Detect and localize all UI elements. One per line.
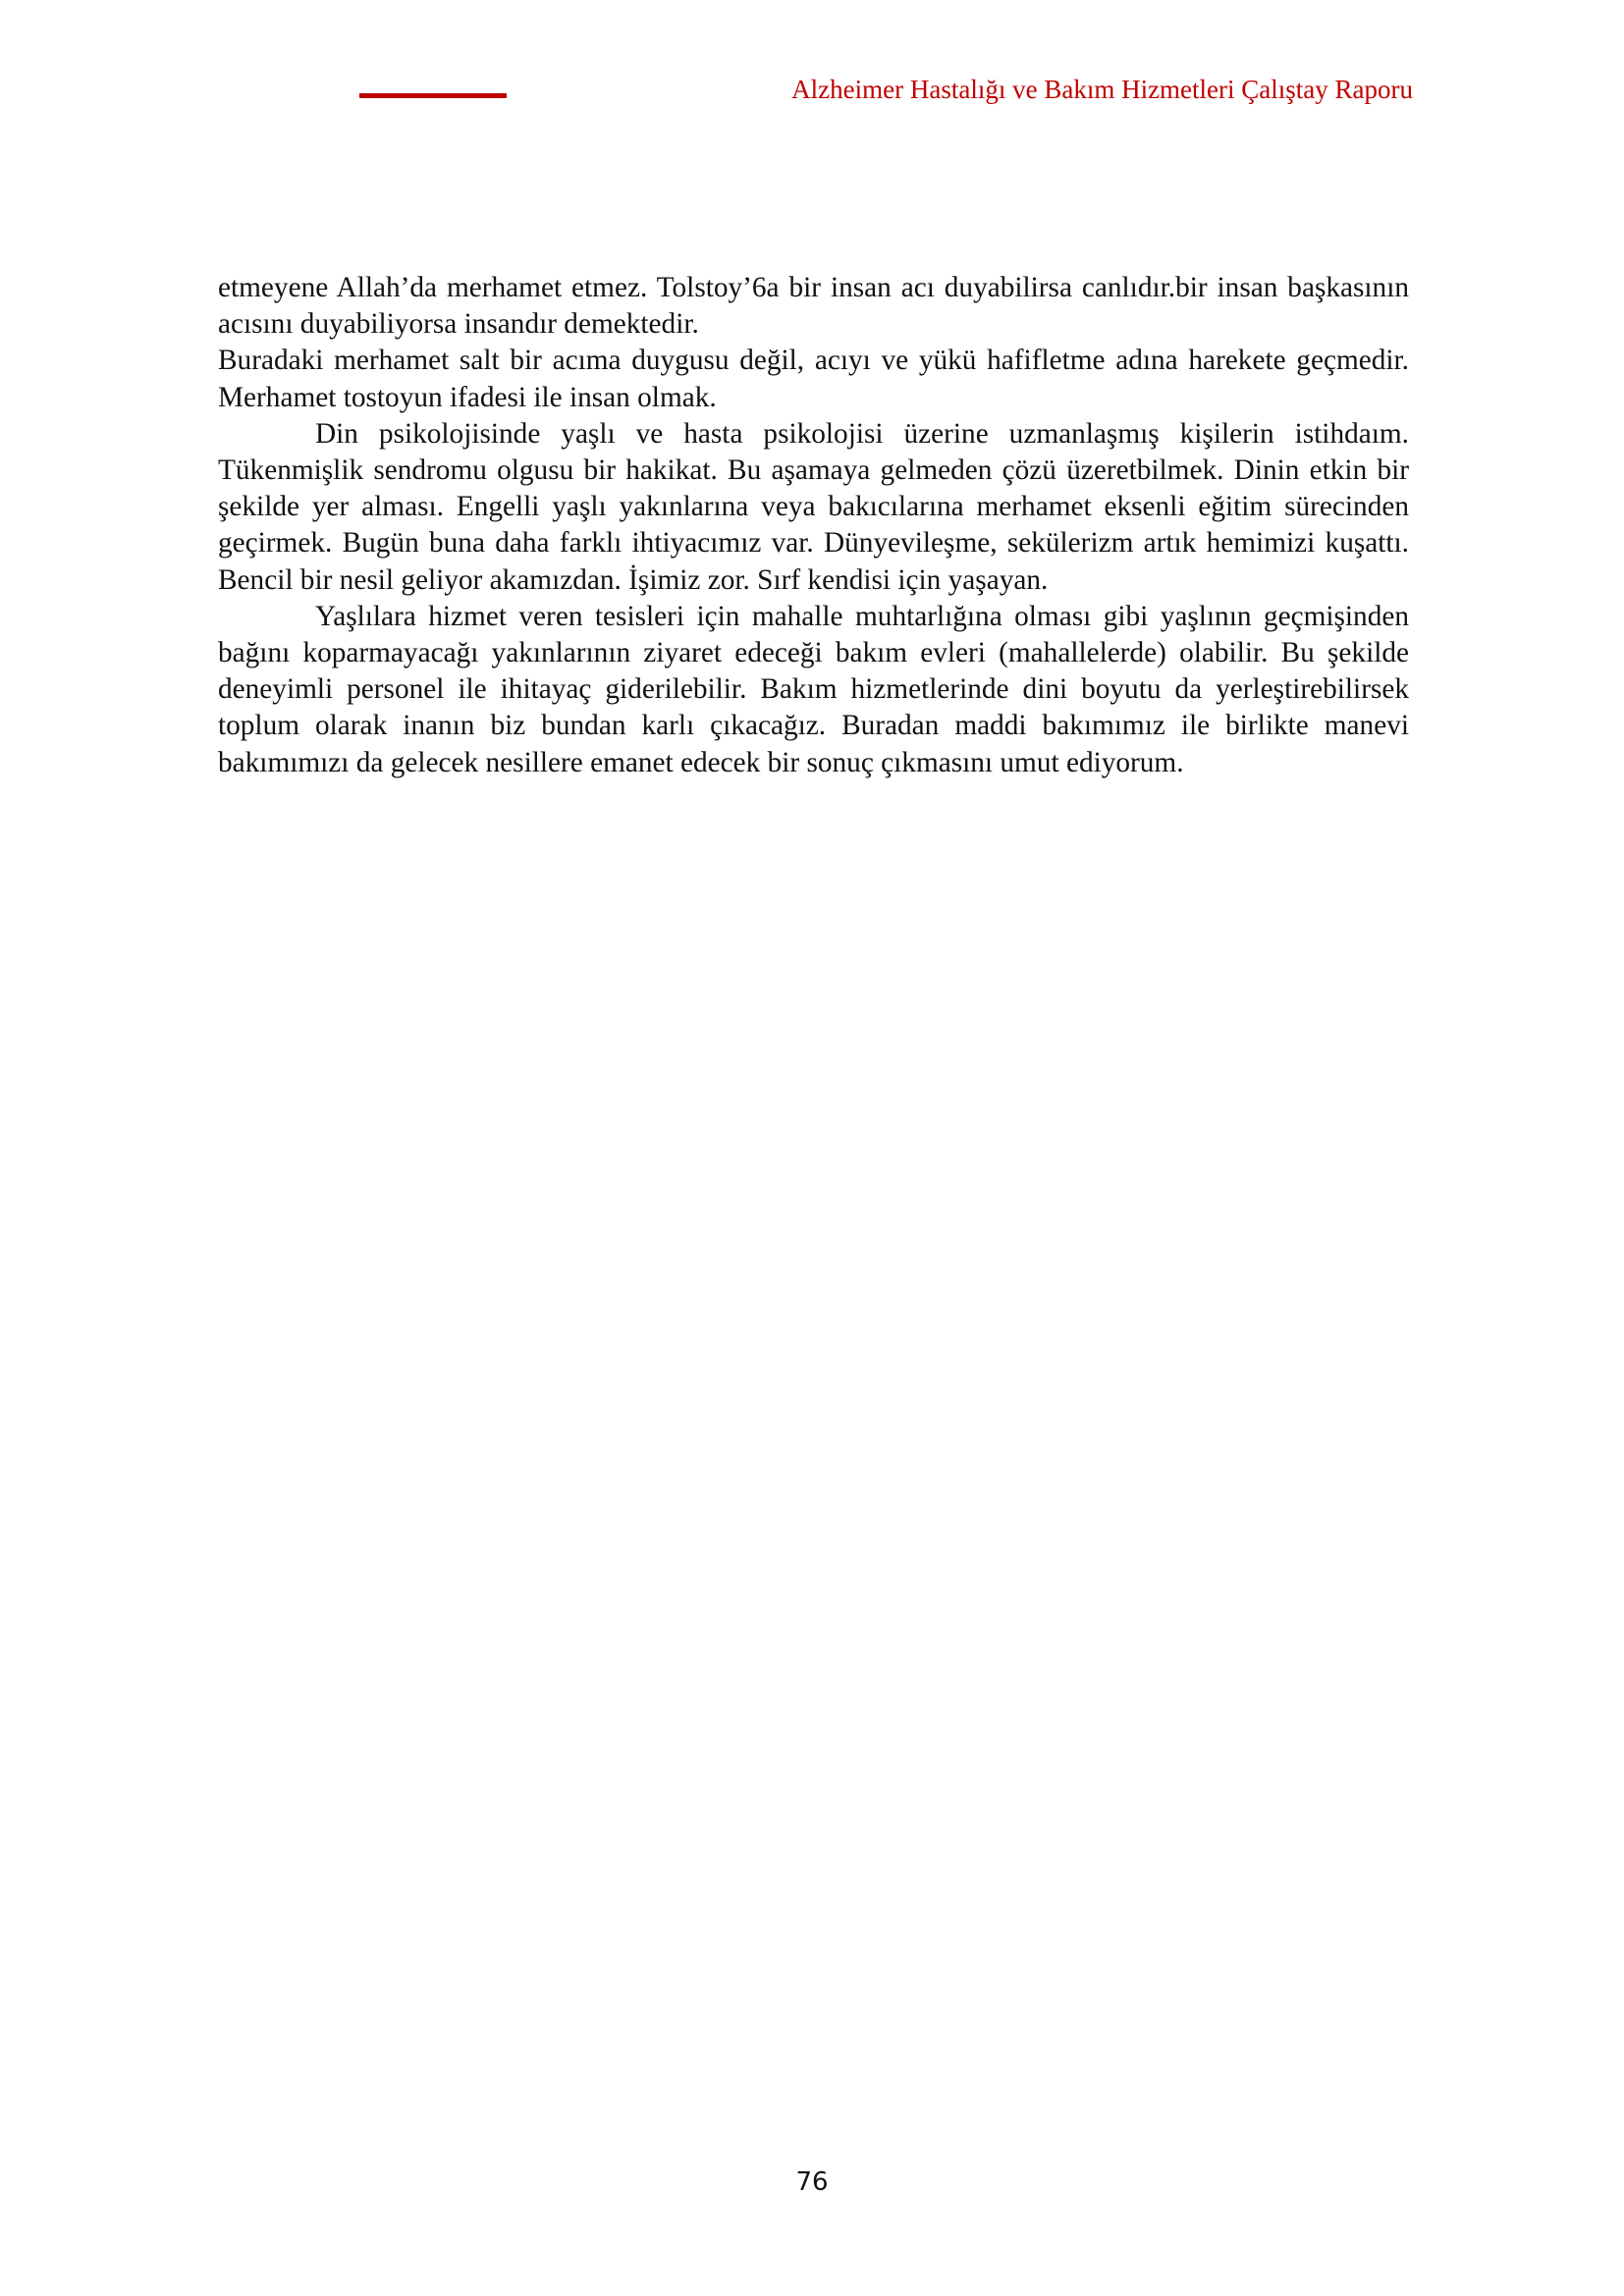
body-text xyxy=(218,270,1409,781)
paragraph-4: Yaşlılara hizmet veren tesisleri için mahalle muhtarlığına olması gibi yaşlının geçmişinden bağını koparmayacağı yakınlarının ziyaret edeceği bakım evleri (mahallelerde) olabilir. Bu şekilde deneyimli personel ile ihitayaç giderilebilir. Bakım hizmetlerinde dini boyutu da yerleştirebilirsek toplum olarak inanın biz bundan karlı çıkacağız. Buradan maddi bakımımız ile birlikte manevi bakımımızı da gelecek nesillere emanet edecek bir sonuç çıkmasını umut ediyorum. xyxy=(218,600,1409,778)
running-header-title: Alzheimer Hastalığı ve Bakım Hizmetleri Çalıştay Raporu xyxy=(791,75,1413,104)
page-number: 76 xyxy=(795,2167,829,2197)
paragraph-1: etmeyene Allah’da merhamet etmez. Tolstoy’6a bir insan acı duyabilirsa canlıdır.bir insan başkasının acısını duyabiliyorsa insandır demektedir. xyxy=(218,272,1409,341)
paragraph-2: Buradaki merhamet salt bir acıma duygusu değil, acıyı ve yükü hafifletme adına harekete geçmedir. Merhamet tostoyun ifadesi ile insan olmak. xyxy=(218,345,1409,413)
header-accent-rule xyxy=(359,93,507,98)
paragraph-3: Din psikolojisinde yaşlı ve hasta psikolojisi üzerine uzmanlaşmış kişilerin istihdaım. Tükenmişlik sendromu olgusu bir hakikat. Bu aşamaya gelmeden çözü üzeretbilmek. Dinin etkin bir şekilde yer alması. Engelli yaşlı yakınlarına veya bakıcılarına merhamet eksenli eğitim sürecinden geçirmek. Bugün buna daha farklı ihtiyacımız var. Dünyevileşme, sekülerizm artık hemimizi kuşattı. Bencil bir nesil geliyor akamızdan. İşimiz zor. Sırf kendisi için yaşayan. xyxy=(218,417,1409,596)
